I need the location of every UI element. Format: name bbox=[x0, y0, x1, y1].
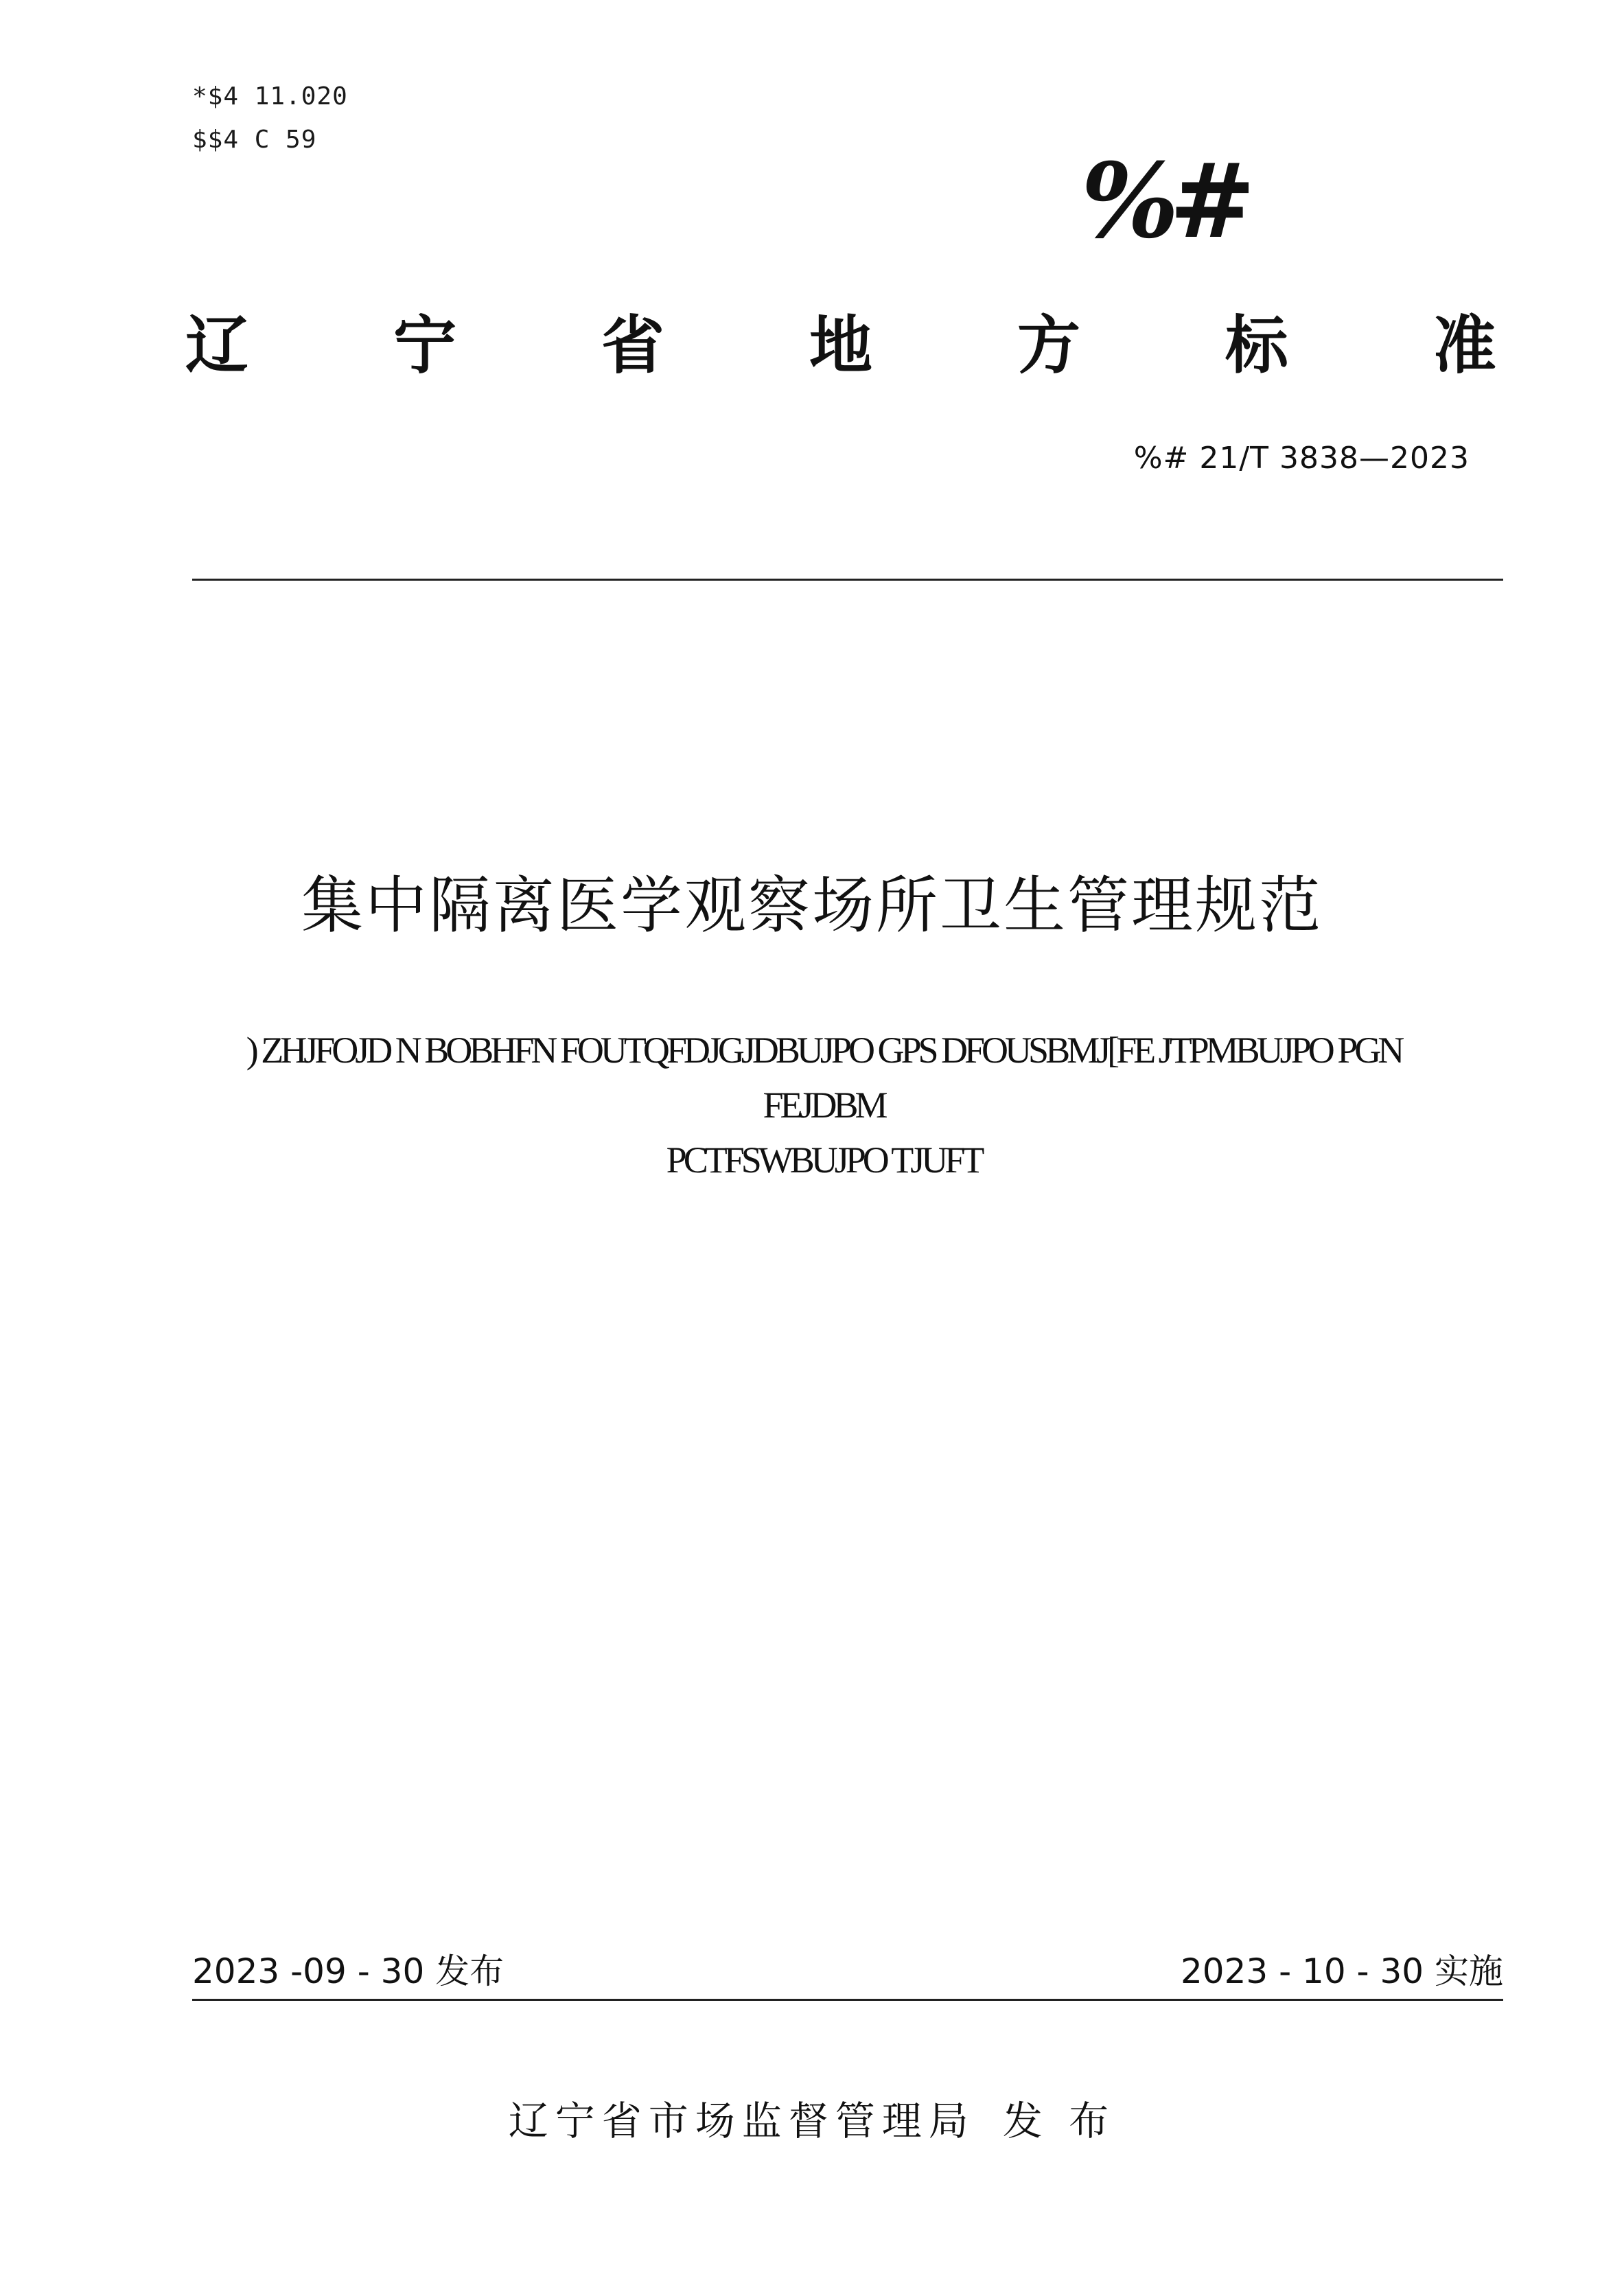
standard-type-char: 准 bbox=[1432, 309, 1496, 382]
standard-type-char: 省 bbox=[601, 309, 664, 382]
header-divider bbox=[192, 579, 1503, 581]
standard-type-char: 宁 bbox=[393, 309, 456, 382]
standard-number: %# 21/T 3838—2023 bbox=[1133, 441, 1470, 476]
english-title-line: ) ZHJFOJD N BOBHFN FOUTQFDJGJDBUJPO GPS DFOUSBMJ[FE JTPMBUJPO PGN FEJDBM bbox=[246, 1030, 1402, 1126]
db-logo: %# bbox=[1081, 141, 1246, 262]
standard-type-heading bbox=[185, 309, 1496, 382]
release-date: 2023 -09 - 30 发布 bbox=[192, 1951, 504, 1991]
standard-type-char: 方 bbox=[1017, 309, 1080, 382]
ics-code: *$4 11.020 bbox=[192, 82, 348, 111]
document-title-english bbox=[185, 1023, 1462, 1187]
standard-type-char: 地 bbox=[809, 309, 872, 382]
footer-divider bbox=[192, 1999, 1503, 2001]
standard-type-char: 标 bbox=[1225, 309, 1288, 382]
implementation-date: 2023 - 10 - 30 实施 bbox=[1180, 1951, 1503, 1991]
issuer-name: 辽宁省市场监督管理局 bbox=[508, 2098, 975, 2144]
english-title-line: PCTFSWBUJPO TJUFT bbox=[666, 1139, 982, 1181]
issuing-authority bbox=[0, 2089, 1624, 2146]
issuer-action: 发 布 bbox=[1002, 2098, 1116, 2144]
ccs-code: $$4 C 59 bbox=[192, 126, 317, 154]
document-title-chinese: 集中隔离医学观察场所卫生管理规范 bbox=[301, 870, 1323, 942]
standard-type-char: 辽 bbox=[185, 309, 249, 382]
